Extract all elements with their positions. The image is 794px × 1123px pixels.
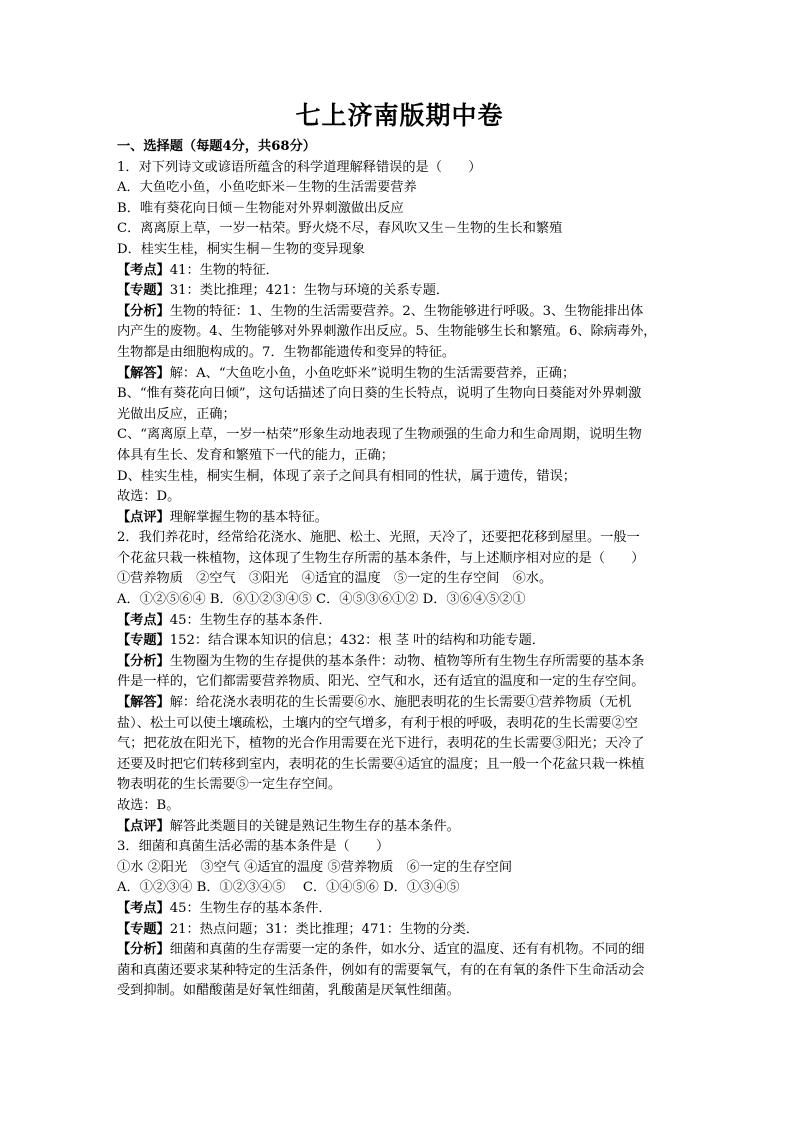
annotation-tag: 【点评】 (117, 818, 170, 834)
text-line (117, 322, 682, 343)
text-line (117, 425, 682, 446)
line-text: A．①②⑤⑥④ B．⑥①②③④⑤ C．④⑤③⑥①② D．③⑥④⑤②① (117, 592, 526, 608)
text-line (117, 940, 682, 961)
text-line (117, 281, 682, 302)
text-line (117, 590, 682, 611)
line-text: 受到抑制。如醋酸菌是好氧性细菌，乳酸菌是厌氧性细菌。 (117, 983, 460, 999)
line-text: 还要及时把它们转移到室内，表明花的生长需要④适宜的温度；且一般一个花盆只栽一株植 (117, 756, 645, 772)
line-text: 光做出反应，正确； (117, 406, 236, 422)
line-text: 细菌和真菌的生存需要一定的条件，如水分、适宜的温度、还有有机物。不同的细 (169, 942, 645, 958)
text-line (117, 611, 682, 632)
annotation-tag: 【专题】 (117, 633, 170, 649)
annotation-tag: 【专题】 (117, 921, 170, 937)
annotation-tag: 【专题】 (117, 283, 170, 299)
line-text: 件是一样的，它们都需要营养物质、阳光、空气和水，还有适宜的温度和一定的生存空间。 (117, 674, 645, 690)
annotation-tag: 【分析】 (117, 303, 170, 319)
line-text: 31：类比推理；421：生物与环境的关系专题． (169, 283, 450, 299)
line-text: 3．细菌和真菌生活必需的基本条件是（ ） (117, 839, 390, 855)
text-line (117, 837, 682, 858)
line-text: 气；把花放在阳光下，植物的光合作用需要在光下进行，表明花的生长需要③阳光；天冷了 (117, 736, 645, 752)
line-text: 41：生物的特征． (169, 262, 279, 278)
annotation-tag: 【分析】 (117, 653, 170, 669)
page-title: 七上济南版期中卷 (295, 101, 504, 130)
line-text: 21：热点问题；31：类比推理；471：生物的分类． (169, 921, 480, 937)
annotation-tag: 【分析】 (117, 942, 170, 958)
line-text: 内产生的废物。4、生物能够对外界刺激作出反应。5、生物能够生长和繁殖。6、除病毒外， (117, 324, 657, 340)
line-text: ①水 ②阳光 ③空气 ④适宜的温度 ⑤营养物质 ⑥一定的生存空间 (117, 859, 513, 875)
line-text: B．唯有葵花向日倾－生物能对外界刺激做出反应 (117, 200, 404, 216)
text-line (117, 652, 682, 673)
line-text: 2．我们养花时，经常给花浇水、施肥、松土、光照，天冷了，还要把花移到屋里。一般一 (117, 530, 640, 546)
text-line (117, 775, 682, 796)
line-text: 个花盆只栽一株植物，这体现了生物生存所需的基本条件，与上述顺序相对应的是（ ） (117, 550, 645, 566)
text-line (117, 858, 682, 879)
text-line (117, 981, 682, 1002)
text-line (117, 364, 682, 385)
annotation-tag: 【考点】 (117, 612, 170, 628)
annotation-tag: 【点评】 (117, 509, 170, 525)
line-text: 解：给花浇水表明花的生长需要⑥水、施肥表明花的生长需要①营养物质（无机 (169, 695, 632, 711)
line-text: D．桂实生桂，桐实生桐－生物的变异现象 (117, 241, 365, 257)
line-text: 物表明花的生长需要⑤一定生存空间。 (117, 777, 342, 793)
text-line (117, 240, 682, 261)
text-line (117, 219, 682, 240)
line-text: 1．对下列诗文或谚语所蕴含的科学道理解释错误的是（ ） (117, 159, 482, 175)
line-text: 解答此类题目的关键是熟记生物生存的基本条件。 (169, 818, 460, 834)
text-line (117, 755, 682, 776)
annotation-tag: 【解答】 (117, 695, 170, 711)
line-text: C、“离离原上草，一岁一枯荣”形象生动地表现了生物顽强的生命力和生命周期，说明生物 (117, 427, 642, 443)
text-line (117, 549, 682, 570)
line-text: C．离离原上草，一岁一枯荣。野火烧不尽，春风吹又生－生物的生长和繁殖 (117, 221, 563, 237)
annotation-tag: 【考点】 (117, 262, 170, 278)
line-text: 菌和真菌还要求某种特定的生活条件，例如有的需要氧气，有的在有氧的条件下生命活动会 (117, 962, 645, 978)
line-text: ①营养物质 ②空气 ③阳光 ④适宜的温度 ⑤一定的生存空间 ⑥水。 (117, 571, 553, 587)
text-line (117, 302, 682, 323)
text-line (117, 796, 682, 817)
text-line (117, 199, 682, 220)
text-line (117, 384, 682, 405)
text-line (117, 569, 682, 590)
text-line (117, 446, 682, 467)
line-text: 理解掌握生物的基本特征。 (169, 509, 328, 525)
line-text: 生物都是由细胞构成的。7．生物都能遗传和变异的特征。 (117, 344, 456, 360)
exam-page (117, 98, 682, 1002)
text-line (117, 261, 682, 282)
text-line (117, 714, 682, 735)
line-text: 盐）、松土可以使土壤疏松，土壤内的空气增多，有利于根的呼吸，表明花的生长需要②空 (117, 715, 638, 731)
text-line (117, 405, 682, 426)
line-text: 152：结合课本知识的信息；432：根 茎 叶的结构和功能专题． (169, 633, 545, 649)
text-line (117, 467, 682, 488)
text-line (117, 178, 682, 199)
text-line (117, 528, 682, 549)
text-line (117, 734, 682, 755)
annotation-tag: 【解答】 (117, 365, 170, 381)
text-line (117, 158, 682, 179)
document-body (117, 158, 682, 1002)
line-text: D、桂实生桂，桐实生桐，体现了亲子之间具有相同的性状，属于遗传，错误； (117, 468, 576, 484)
text-line (117, 693, 682, 714)
line-text: 45：生物生存的基本条件． (169, 900, 332, 916)
line-text: 生物圈为生物的生存提供的基本条件：动物、植物等所有生物生存所需要的基本条 (169, 653, 645, 669)
line-text: 45：生物生存的基本条件． (169, 612, 332, 628)
text-line (117, 899, 682, 920)
text-line (117, 631, 682, 652)
line-text: 体具有生长、发育和繁殖下一代的能力，正确； (117, 447, 394, 463)
text-line (117, 672, 682, 693)
text-line (117, 920, 682, 941)
section-heading: 一、选择题（每题4分，共68分） (117, 139, 316, 154)
line-text: 生物的特征：1、生物的生活需要营养。2、生物能够进行呼吸。3、生物能排出体 (169, 303, 644, 319)
line-text: A．①②③④ B．①②③④⑤ C．①④⑤⑥ D．①③④⑤ (117, 880, 460, 896)
line-text: 故选：D。 (117, 489, 181, 505)
text-line (117, 878, 682, 899)
line-text: B、“惟有葵花向日倾”，这句话描述了向日葵的生长特点，说明了生物向日葵能对外界刺激 (117, 386, 642, 402)
text-line (117, 961, 682, 982)
line-text: A．大鱼吃小鱼，小鱼吃虾米－生物的生活需要营养 (117, 180, 417, 196)
text-line (117, 508, 682, 529)
text-line (117, 487, 682, 508)
line-text: 故选：B。 (117, 798, 180, 813)
text-line (117, 343, 682, 364)
line-text: 解：A、“大鱼吃小鱼，小鱼吃虾米”说明生物的生活需要营养，正确； (169, 365, 576, 381)
annotation-tag: 【考点】 (117, 900, 170, 916)
text-line (117, 817, 682, 838)
